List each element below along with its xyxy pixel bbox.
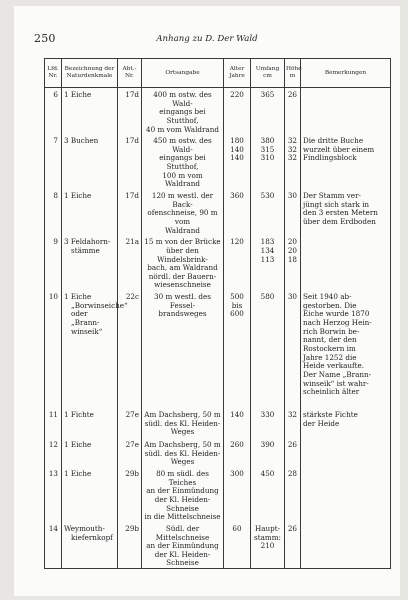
cell-bemerkungen-line: nannt, der den [303,335,357,345]
cell-bezeichnung-line: 1 Eiche [64,292,92,302]
table-body [45,88,391,569]
table-row [45,88,391,135]
cell-alter [224,522,251,569]
cell-umfang-line: Haupt- [254,523,281,533]
table-header-row [45,59,391,88]
cell-hoehe-line: 32 [287,136,297,146]
cell-bemerkungen-line: Findlingsblock [303,153,357,163]
cell-bezeichnung-line: 1 Eiche [64,90,92,99]
cell-alter-line: 220 [230,90,244,99]
cell-alter-line: 180 [230,136,244,146]
cell-bezeichnung [62,290,128,408]
cell-bemerkungen-line: Der Stamm ver- [303,191,361,201]
cell-alter-line: 120 [230,237,244,247]
cell-ortsangabe-line: 15 m von der Brücke [144,237,221,247]
cell-umfang-line: 330 [260,410,275,420]
cell-ortsangabe-line: südl. des Kl. Heiden- [144,448,221,458]
cell-ortsangabe-line: an der Einmündung [146,541,219,551]
cell-ortsangabe-line: Schneise [166,558,199,568]
cell-alter [224,235,251,290]
cell-ortsangabe [142,408,224,438]
cell-bemerkungen-line: der Heide [303,418,340,428]
cell-ortsangabe [142,522,224,569]
cell-hoehe-line: 20 [287,237,297,247]
cell-abt: 17d [118,134,142,189]
cell-alter-line: 300 [230,469,244,479]
cell-alter-line: 360 [230,191,244,201]
cell-bemerkungen [301,408,391,438]
cell-ortsangabe-line: 30 m westl. des Fessel- [154,292,211,310]
cell-bezeichnung-line: stämme [71,245,100,255]
cell-ortsangabe-line: 400 m ostw. des Wald- [153,90,212,108]
cell-alter-line: 600 [230,309,244,319]
table-row [45,134,391,189]
cell-alter [224,408,251,438]
cell-ortsangabe-line: brandsweges [158,309,207,319]
cell-bezeichnung-line: Weymouth- [64,523,105,533]
cell-bezeichnung-line: 1 Eiche [64,191,92,201]
cell-umfang-line: 390 [260,440,275,450]
cell-abt: 27e [118,408,142,438]
cell-ortsangabe-line: Weges [170,427,195,437]
table-row [45,522,391,569]
cell-hoehe-line: 30 [287,191,297,201]
cell-ortsangabe-line: 40 m vom Waldrand [146,124,219,134]
column-header-alter: Alter Jahre [224,59,251,88]
cell-alter [224,88,251,135]
table-row [45,290,391,408]
cell-ortsangabe [142,88,224,135]
cell-hoehe [285,189,301,235]
cell-bemerkungen [301,189,391,235]
cell-ortsangabe-line: ofenschneise, 90 m vom [147,208,218,226]
cell-hoehe [285,290,301,408]
cell-bezeichnung-line: 1 Fichte [64,410,94,420]
cell-alter [224,467,251,522]
column-header-ort: Ortsangabe [142,59,224,88]
cell-umfang-line: 310 [260,153,275,163]
cell-hoehe-line: 32 [287,144,297,154]
cell-umfang-line: 580 [260,292,275,302]
cell-bemerkungen-line: stärkste Fichte [303,410,358,420]
cell-hoehe-line: 28 [287,469,297,479]
cell-hoehe-line: 32 [287,410,297,420]
cell-bezeichnung [62,467,118,522]
cell-bemerkungen [301,522,391,569]
cell-ortsangabe-line: Waldrand [165,225,200,235]
cell-bemerkungen-line: jüngt sich stark in [303,199,370,209]
cell-ortsangabe [142,235,224,290]
cell-nr: 13 [45,467,62,522]
cell-umfang-line: 380 [260,136,275,146]
column-header-bezeichnung: Bezeichnung der Naturdenkmale [62,59,118,88]
cell-bemerkungen-line: winseik“ ist wahr- [303,378,369,388]
cell-ortsangabe-line: Südl. der Mittelschneise [155,523,210,542]
cell-bemerkungen-line: Rostockern im [303,343,356,353]
cell-hoehe-line: 20 [287,245,297,255]
column-header-umfang: Umfang cm [251,59,285,88]
cell-umfang [251,408,285,438]
cell-bemerkungen-line: den 3 ersten Metern [303,208,378,218]
cell-bezeichnung-line: „Borwinseiche“ [71,300,128,310]
cell-ortsangabe-line: 120 m westl. der Back- [151,191,214,209]
cell-bezeichnung [62,189,118,235]
cell-bezeichnung [62,522,118,569]
cell-bemerkungen-line: Der Name „Brann- [303,369,372,379]
cell-bezeichnung-line: 3 Buchen [64,136,99,146]
cell-hoehe-line: 32 [287,153,297,163]
cell-bezeichnung-line: kiefernkopf [71,532,113,542]
cell-nr: 8 [45,189,62,235]
cell-alter-line: 60 [232,523,242,533]
cell-nr: 6 [45,88,62,135]
cell-alter [224,134,251,189]
table-row [45,467,391,522]
cell-nr: 12 [45,438,62,467]
cell-ortsangabe-line: 450 m ostw. des Wald- [153,136,212,154]
cell-alter-line: 140 [230,153,244,163]
page-number: 250 [34,32,56,45]
cell-bemerkungen [301,438,391,467]
cell-bezeichnung-line: winseik“ [71,326,103,336]
cell-hoehe [285,438,301,467]
cell-bemerkungen-line: Seit 1940 ab- [303,292,352,302]
cell-alter-line: 260 [230,440,244,450]
cell-nr: 14 [45,522,62,569]
cell-bezeichnung [62,134,118,189]
cell-umfang-line: 183 [260,237,275,247]
cell-abt: 29b [118,522,142,569]
cell-umfang-line: 315 [260,144,275,154]
cell-umfang [251,235,285,290]
cell-hoehe-line: 26 [287,523,297,533]
cell-alter-line: 140 [230,410,244,420]
cell-umfang [251,134,285,189]
cell-bemerkungen-line: gestorben. Die [303,300,357,310]
cell-umfang [251,467,285,522]
cell-umfang [251,438,285,467]
cell-ortsangabe-line: an der Einmündung [146,486,219,496]
cell-ortsangabe-line: wiesenschneise [154,280,211,290]
table-row [45,235,391,290]
table-row [45,189,391,235]
cell-ortsangabe [142,189,224,235]
cell-umfang-line: 134 [260,245,275,255]
cell-alter-line: 500 [230,292,244,302]
cell-umfang-line: 210 [260,541,275,551]
cell-ortsangabe [142,290,224,408]
cell-bemerkungen-line: über dem Erdboden [303,216,376,226]
cell-ortsangabe-line: Am Dachsberg, 50 m [144,440,221,450]
cell-bezeichnung [62,235,118,290]
cell-hoehe-line: 26 [287,440,297,450]
cell-bemerkungen [301,134,391,189]
cell-ortsangabe [142,438,224,467]
cell-umfang-line: 450 [260,469,275,479]
cell-hoehe-line: 26 [287,90,297,99]
cell-ortsangabe [142,134,224,189]
cell-ortsangabe [142,467,224,522]
cell-umfang-line: 113 [260,254,275,264]
cell-bemerkungen-line: Die dritte Buche [303,136,364,146]
cell-hoehe [285,522,301,569]
natural-monuments-table [44,58,391,569]
cell-ortsangabe-line: über den Windelsbrink- [157,245,208,264]
cell-bezeichnung [62,88,118,135]
cell-hoehe [285,408,301,438]
cell-umfang [251,88,285,135]
cell-abt: 27e [118,438,142,467]
cell-ortsangabe-line: nördl. der Bauern- [148,271,217,281]
cell-hoehe-line: 30 [287,292,297,302]
cell-umfang [251,290,285,408]
cell-alter [224,290,251,408]
cell-bezeichnung-line: 1 Eiche [64,440,92,450]
book-page [14,6,400,596]
cell-ortsangabe-line: 80 m südl. des Teiches [156,469,209,487]
cell-bemerkungen-line: rich Borwin be- [303,326,360,336]
cell-abt: 22c [118,290,142,408]
cell-bemerkungen-line: Eiche wurde 1870 [303,309,370,319]
cell-nr: 10 [45,290,62,408]
cell-alter [224,438,251,467]
cell-bezeichnung [62,408,118,438]
cell-ortsangabe-line: eingangs bei Stutthof, [159,153,206,172]
cell-hoehe [285,134,301,189]
cell-bezeichnung [62,438,118,467]
cell-hoehe [285,467,301,522]
cell-umfang-line: 530 [260,191,275,201]
cell-ortsangabe-line: der Kl. Heiden-Schneise [154,494,211,513]
table-row [45,438,391,467]
cell-hoehe [285,88,301,135]
cell-ortsangabe-line: Weges [170,457,195,467]
cell-alter-line: 140 [230,144,244,154]
column-header-bemerkungen: Bemerkungen [301,59,391,88]
cell-hoehe [285,235,301,290]
cell-ortsangabe-line: eingangs bei Stutthof, [159,107,206,125]
cell-bemerkungen-line: Jahre 1252 die [303,352,357,362]
cell-bemerkungen-line: wurzelt über einem [303,144,375,154]
cell-abt: 17d [118,88,142,135]
cell-abt: 17d [118,189,142,235]
column-header-abt: Abt.-Nr. [118,59,142,88]
cell-ortsangabe-line: Am Dachsberg, 50 m [144,410,221,420]
running-head: Anhang zu D. Der Wald [156,34,258,44]
cell-umfang-line: stamm: [254,532,281,542]
cell-ortsangabe-line: südl. des Kl. Heiden- [144,418,221,428]
cell-ortsangabe-line: in die Mittelschneise [144,512,221,522]
cell-ortsangabe-line: bach, am Waldrand [147,263,218,273]
cell-bemerkungen [301,235,391,290]
cell-bemerkungen-line: nach Herzog Hein- [303,318,372,328]
cell-alter [224,189,251,235]
cell-nr: 11 [45,408,62,438]
cell-umfang [251,522,285,569]
table-row [45,408,391,438]
cell-ortsangabe-line: 100 m vom Waldrand [162,170,203,189]
cell-abt: 21a [118,235,142,290]
cell-bemerkungen [301,88,391,135]
cell-alter-line: bis [231,300,243,310]
cell-umfang-line: 365 [260,90,275,99]
cell-bezeichnung-line: 3 Feldahorn- [64,237,111,247]
cell-hoehe-line: 18 [287,254,297,264]
cell-bemerkungen-line: Heide verkaufte. [303,361,365,371]
cell-nr: 9 [45,235,62,290]
cell-bemerkungen [301,290,391,408]
cell-ortsangabe-line: der Kl. Heiden- [154,549,211,559]
cell-bezeichnung-line: oder „Brann- [71,309,100,328]
column-header-nr: Lfd. Nr. [45,59,62,88]
cell-bezeichnung-line: 1 Eiche [64,469,92,479]
cell-bemerkungen-line: scheinlich älter [303,387,360,397]
column-header-hoehe: Höhe m [285,59,301,88]
cell-bemerkungen [301,467,391,522]
cell-umfang [251,189,285,235]
cell-abt: 29b [118,467,142,522]
cell-nr: 7 [45,134,62,189]
